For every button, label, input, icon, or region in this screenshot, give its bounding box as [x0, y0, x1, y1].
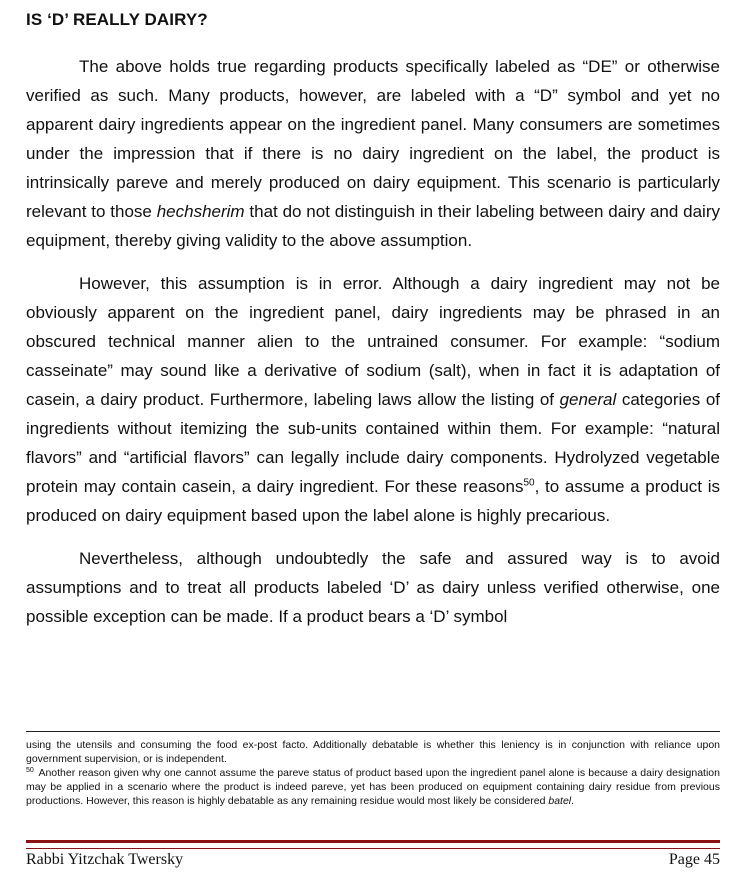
paragraph-2-italic: general [559, 390, 617, 409]
paragraph-1-italic: hechsherim [156, 202, 245, 221]
paragraph-3: Nevertheless, although undoubtedly the safe and assured way is to avoid assumptions and to treat all products labeled ‘D’ as dairy unless verified otherwise, one possible exception can be made. If a product bears a ‘D’ symbol [26, 549, 720, 626]
paragraph-1 [26, 52, 720, 255]
footer-author: Rabbi Yitzchak Twersky [26, 851, 184, 868]
body-text [26, 52, 720, 645]
footer-page-number: Page 45 [668, 851, 720, 868]
footer-rule [26, 840, 720, 849]
section-heading: IS ‘D’ REALLY DAIRY? [26, 10, 208, 29]
paragraph-1-text-b: that do not distinguish in their labeling between dairy and dairy equipment, thereby giving validity to the above assumption. [26, 202, 720, 250]
footnote-50-text-b: . [571, 795, 575, 807]
footnote-continued: using the utensils and consuming the food ex-post facto. Additionally debatable is whether this leniency is in conjunction with reliance upon government supervision, or is independent. [26, 739, 720, 765]
paragraph-2 [26, 269, 720, 530]
paragraph-1-text-a: The above holds true regarding products specifically labeled as “DE” or otherwise verified as such. Many products, however, are labeled with a “D” symbol and yet no apparent dairy ingredients appear on the ingredient panel. Many consumers are sometimes under the impression that if there is no dairy ingredient on the label, the product is intrinsically pareve and merely produced on dairy equipment. This scenario is particularly relevant to those [26, 57, 720, 221]
paragraph-2-text-c: , to assume a product is produced on dairy equipment based upon the label alone is highly precarious. [26, 477, 720, 525]
footnote-ref-50[interactable]: 50 [523, 477, 535, 489]
footnote-50 [26, 766, 720, 808]
paragraph-2-text-b: categories of ingredients without itemizing the sub-units contained within them. For example: “natural flavors” and “artificial flavors” can legally include dairy components. Hydrolyzed vegetable protein may contain casein, a dairy ingredient. For these reasons [26, 390, 721, 496]
footnote-50-number: 50 [26, 766, 34, 774]
footnotes [26, 738, 720, 808]
footnote-separator [26, 731, 720, 732]
footnote-50-italic: batel [548, 795, 572, 807]
footnote-50-text-a: Another reason given why one cannot assume the pareve status of product based upon the ingredient panel alone is because a dairy designation may be applied in a scenario where the product is indeed pareve, yet has been produced on equipment containing dairy residue from previous productions. However, this reason is highly debatable as any remaining residue would most likely be considered [26, 767, 720, 807]
paragraph-2-text-a: However, this assumption is in error. Although a dairy ingredient may not be obviously apparent on the ingredient panel, dairy ingredients may be phrased in an obscured technical manner alien to the untrained consumer. For example: “sodium casseinate” may sound like a derivative of sodium (salt), when in fact it is adaptation of casein, a dairy product. Furthermore, labeling laws allow the listing of [26, 274, 720, 409]
